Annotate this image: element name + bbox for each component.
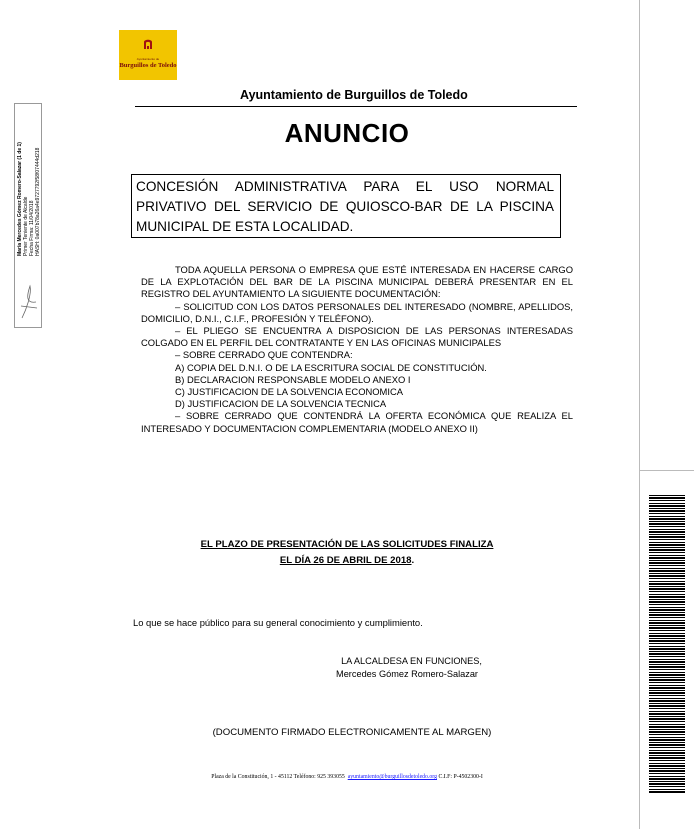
header-rule [135, 106, 577, 107]
footer-email-link[interactable]: ayuntamiento@burguillosdetoledo.org [347, 774, 438, 780]
right-strip-divider [639, 470, 694, 471]
sub-list-item: B) DECLARACION RESPONSABLE MODELO ANEXO I [175, 373, 411, 385]
subject-box: CONCESIÓN ADMINISTRATIVA PARA EL USO NORMAL PRIVATIVO DEL SERVICIO DE QUIOSCO-BAR DE LA PISCINA MUNICIPAL DE ESTA LOCALIDAD. [131, 174, 561, 238]
municipal-logo [119, 30, 177, 80]
organization-name: Ayuntamiento de Burguillos de Toledo [240, 88, 468, 102]
footer [0, 774, 694, 780]
handwritten-signature-icon [18, 282, 40, 322]
list-item: – SOLICITUD CON LOS DATOS PERSONALES DEL INTERESADO (NOMBRE, APELLIDOS, DOMICILIO, D.N.I., C.I.F., PROFESIÓN Y TELÉFONO). [141, 300, 573, 324]
page-title: ANUNCIO [284, 118, 410, 148]
list-item: – SOBRE CERRADO QUE CONTENDRA: [175, 349, 353, 361]
sub-list-item: C) JUSTIFICACION DE LA SOLVENCIA ECONOMICA [175, 386, 403, 398]
intro-paragraph: TODA AQUELLA PERSONA O EMPRESA QUE ESTÉ INTERESADA EN HACERSE CARGO DE LA EXPLOTACIÓN DEL BAR DE LA PISCINA MUNICIPAL DEBERÁ PRESENTAR EN EL REGISTRO DEL AYUNTAMIENTO LA SIGUIENTE DOCUMENTACIÓN: [141, 264, 573, 300]
footer-address: Plaza de la Constitución, 1 - 45112 Teléfono: 925 393055 [211, 774, 345, 780]
deadline-line-1: EL PLAZO DE PRESENTACIÓN DE LAS SOLICITUDES FINALIZA [200, 539, 494, 550]
signer-title: LA ALCALDESA EN FUNCIONES, [341, 656, 482, 666]
deadline-line-2: EL DÍA 26 DE ABRIL DE 2018 [279, 555, 412, 566]
signed-date: Fecha Firma: 11/04/2018 [29, 200, 35, 256]
logo-small-text: Ayuntamiento de [136, 57, 160, 61]
deadline-period: . [411, 555, 415, 566]
announcement-body [141, 264, 573, 435]
coat-of-arms-icon [141, 37, 155, 51]
list-item: – SOBRE CERRADO QUE CONTENDRÁ LA OFERTA ECONÓMICA QUE REALIZA EL INTERESADO Y DOCUMENTACION COMPLEMENTARIA (MODELO ANEXO II) [141, 410, 573, 434]
signature-hash: HASH: 0a007b78a26a4e9727792f58f07444d218 [35, 147, 41, 256]
deadline-notice [0, 537, 694, 569]
electronic-signature-note: (DOCUMENTO FIRMADO ELECTRONICAMENTE AL MARGEN) [212, 727, 492, 738]
footer-cif: C.I.F: P-4502300-I [438, 774, 483, 780]
logo-name: Burguillos de Toledo [119, 62, 177, 69]
list-item: – EL PLIEGO SE ENCUENTRA A DISPOSICION DE LAS PERSONAS INTERESADAS COLGADO EN EL PERFIL DEL CONTRATANTE Y EN LAS OFICINAS MUNICIPALES [141, 325, 573, 349]
signer-role: Primer Teniente de Alcalde [23, 196, 29, 256]
sub-list-item: D) JUSTIFICACION DE LA SOLVENCIA TECNICA [175, 398, 387, 410]
sub-list-item: A) COPIA DEL D.N.I. O DE LA ESCRITURA SOCIAL DE CONSTITUCIÓN. [175, 361, 487, 373]
signer-block [0, 655, 482, 681]
signer-full-name: Mercedes Gómez Romero-Salazar [336, 669, 478, 679]
signer-name: María Mercedes Gómez Romero-Salazar (1 de 1) [17, 142, 23, 256]
closing-sentence: Lo que se hace público para su general conocimiento y cumplimiento. [133, 617, 423, 628]
